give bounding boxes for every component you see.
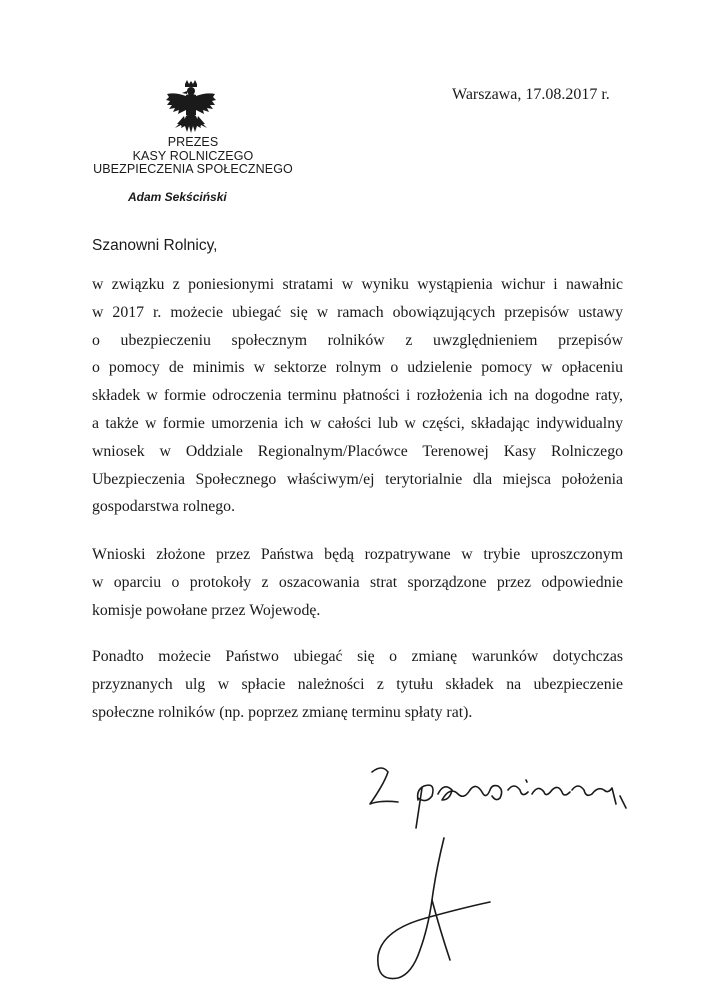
text-line: komisje powołane przez Wojewodę.: [92, 601, 321, 619]
text-line: a także w formie umorzenia ich w całości lub w części, składając indywidualny: [92, 414, 623, 432]
polish-eagle-emblem-icon: [165, 80, 217, 138]
letterhead-line: PREZES: [167, 135, 219, 149]
text-line: Wnioski złożone przez Państwa będą rozpatrywane w trybie uproszczonym: [92, 546, 623, 563]
paragraph: [92, 541, 623, 624]
text-line: gospodarstwa rolnego.: [92, 498, 236, 516]
text-line: Ubezpieczenia Społecznego właściwym/ej terytorialnie dla miejsca położenia: [92, 470, 623, 488]
paragraph: [92, 643, 623, 726]
signer-name: Adam Sekściński: [128, 190, 227, 204]
paragraph: [92, 271, 623, 521]
text-line: przyznanych ulg w spłacie należności z tytułu składek na ubezpieczenie: [92, 675, 623, 693]
text-line: Ponadto możecie Państwo ubiegać się o zmianę warunków dotychczas: [92, 648, 623, 665]
text-line: składek w formie odroczenia terminu płatności i rozłożenia ich na dogodne raty,: [92, 387, 623, 405]
letter-date: Warszawa, 17.08.2017 r.: [452, 86, 610, 103]
greeting: Szanowni Rolnicy,: [92, 237, 218, 254]
text-line: o ubezpieczeniu społecznym rolników z uwzględnieniem przepisów: [92, 331, 623, 349]
text-line: wniosek w Oddziale Regionalnym/Placówce Terenowej Kasy Rolniczego: [92, 442, 623, 460]
text-line: w 2017 r. możecie ubiegać się w ramach obowiązujących przepisów ustawy: [92, 303, 623, 321]
letterhead-line: KASY ROLNICZEGO: [132, 148, 254, 163]
text-line: o pomocy de minimis w sektorze rolnym o udzielenie pomocy w opłaceniu: [92, 359, 623, 377]
letterhead: [88, 136, 298, 177]
text-line: społeczne rolników (np. poprzez zmianę terminu spłaty rat).: [92, 703, 473, 721]
text-line: w oparciu o protokoły z oszacowania strat sporządzone przez odpowiednie: [92, 573, 623, 591]
letterhead-line: UBEZPIECZENIA SPOŁECZNEGO: [93, 162, 293, 176]
text-line: w związku z poniesionymi stratami w wyniku wystąpienia wichur i nawałnic: [92, 276, 623, 293]
handwritten-signature: [340, 760, 660, 990]
